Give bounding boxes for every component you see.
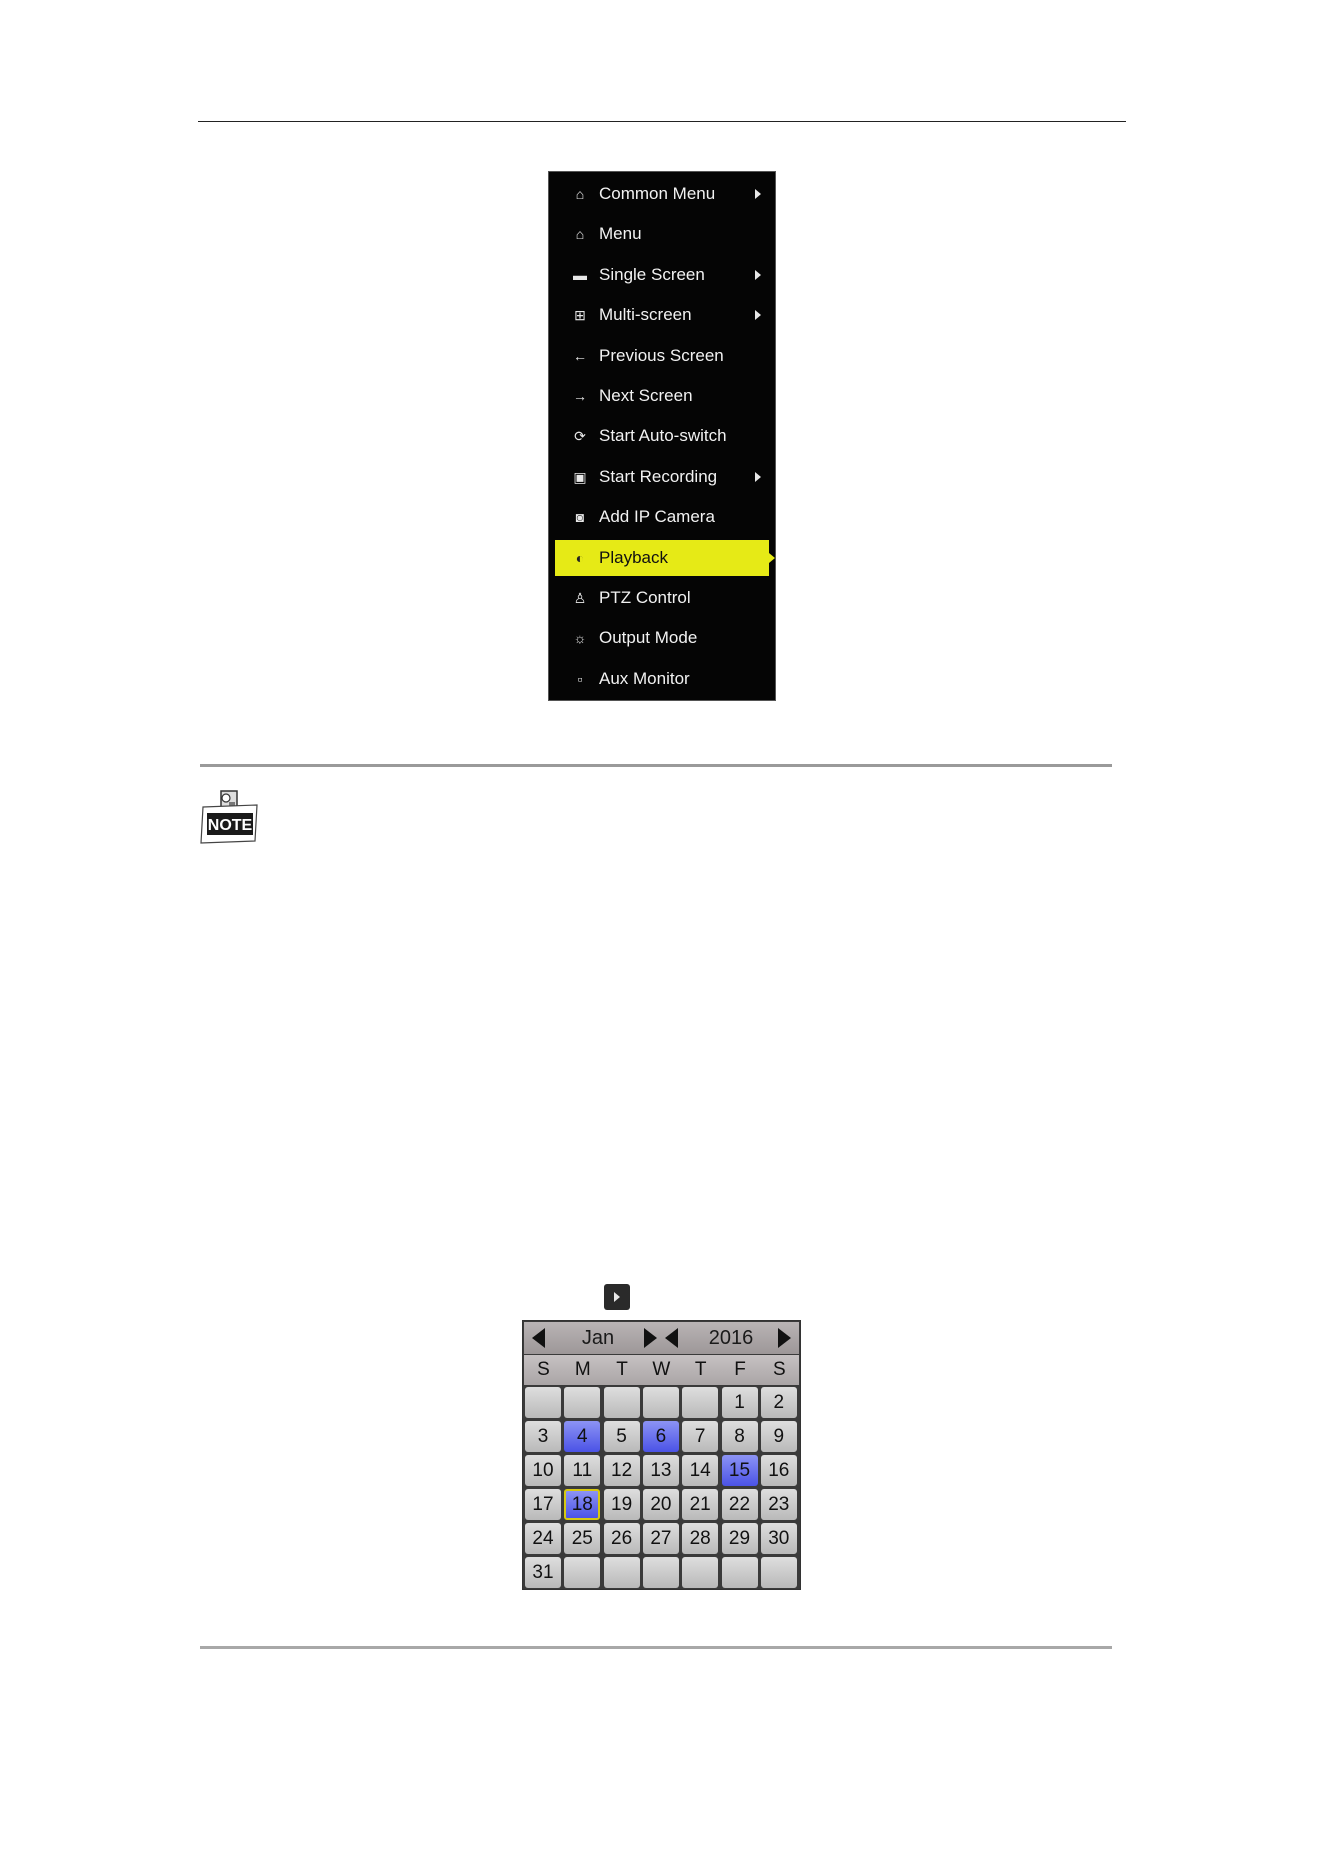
- calendar-day-empty: [761, 1557, 797, 1588]
- calendar-day[interactable]: 17: [525, 1489, 561, 1520]
- menu-item-label: Add IP Camera: [599, 507, 715, 527]
- menu-item-ptz-control[interactable]: [555, 580, 769, 616]
- menu-item-label: Menu: [599, 224, 642, 244]
- weekday-label: S: [772, 1359, 786, 1380]
- expand-calendar-button[interactable]: [604, 1284, 630, 1310]
- calendar-month: Jan: [581, 1327, 615, 1349]
- weekday-label: T: [616, 1359, 628, 1380]
- menu-item-playback[interactable]: [555, 540, 769, 576]
- menu-item-multi-screen[interactable]: [555, 297, 769, 333]
- calendar-day[interactable]: 16: [761, 1455, 797, 1486]
- selection-pointer-icon: [769, 553, 775, 563]
- menu-item-common-menu[interactable]: [555, 176, 769, 212]
- calendar-day[interactable]: 24: [525, 1523, 561, 1554]
- menu-item-menu[interactable]: [555, 216, 769, 252]
- calendar-day[interactable]: 9: [761, 1421, 797, 1452]
- camera-icon: ▬: [573, 266, 587, 283]
- calendar-day[interactable]: 12: [604, 1455, 640, 1486]
- calendar-day[interactable]: 13: [643, 1455, 679, 1486]
- menu-item-label: Multi-screen: [599, 305, 692, 325]
- menu-item-aux-monitor[interactable]: [555, 661, 769, 697]
- menu-item-single-screen[interactable]: [555, 257, 769, 293]
- calendar-day[interactable]: 30: [761, 1523, 797, 1554]
- calendar-day[interactable]: 8: [722, 1421, 758, 1452]
- calendar-day[interactable]: 29: [722, 1523, 758, 1554]
- next-year-icon[interactable]: [778, 1328, 791, 1348]
- menu-item-add-ip-camera[interactable]: [555, 499, 769, 535]
- note-icon: [199, 789, 259, 845]
- calendar-day[interactable]: 14: [682, 1455, 718, 1486]
- menu-item-label: Previous Screen: [599, 345, 724, 365]
- weekday-label: W: [652, 1359, 671, 1380]
- calendar-day[interactable]: 23: [761, 1489, 797, 1520]
- submenu-arrow-icon: [755, 472, 761, 482]
- calendar-day-empty: [604, 1557, 640, 1588]
- menu-item-start-recording[interactable]: [555, 459, 769, 495]
- calendar-day[interactable]: 27: [643, 1523, 679, 1554]
- calendar-day-empty: [643, 1387, 679, 1418]
- calendar-day[interactable]: 18: [564, 1489, 600, 1520]
- note-label: NOTE: [207, 817, 253, 834]
- playback-icon: ◐: [575, 549, 585, 566]
- calendar-day[interactable]: 31: [525, 1557, 561, 1588]
- weekday-label: T: [694, 1359, 707, 1380]
- calendar-day[interactable]: 10: [525, 1455, 561, 1486]
- ptz-icon: ♙: [573, 590, 587, 606]
- menu-item-label: Aux Monitor: [599, 668, 690, 688]
- calendar-day-empty: [722, 1557, 758, 1588]
- menu-item-label: Playback: [599, 547, 668, 567]
- page-header-rule: [198, 121, 1126, 122]
- calendar-day[interactable]: 11: [564, 1455, 600, 1486]
- weekday-label: F: [734, 1359, 746, 1380]
- calendar-day[interactable]: 2: [761, 1387, 797, 1418]
- calendar-day[interactable]: 5: [604, 1421, 640, 1452]
- menu-item-label: PTZ Control: [599, 588, 691, 607]
- arrow-left-icon: ←: [573, 347, 587, 364]
- calendar-day[interactable]: 26: [604, 1523, 640, 1554]
- menu-item-label: Single Screen: [599, 264, 705, 284]
- calendar-year: 2016: [708, 1327, 754, 1349]
- calendar-day[interactable]: 1: [722, 1387, 758, 1418]
- calendar-header: [524, 1322, 799, 1354]
- calendar-day-empty: [604, 1387, 640, 1418]
- aux-monitor-icon: ▫: [577, 670, 583, 687]
- menu-item-label: Common Menu: [599, 184, 716, 203]
- weekday-header: [524, 1355, 799, 1385]
- prev-month-icon[interactable]: [532, 1328, 545, 1348]
- menu-item-label: Next Screen: [599, 386, 693, 405]
- multi-screen-icon: ⊞: [574, 307, 586, 324]
- calendar-day-empty: [525, 1387, 561, 1418]
- quick-menu-icon: ⌂: [575, 186, 585, 202]
- calendar-day[interactable]: 19: [604, 1489, 640, 1520]
- calendar-day[interactable]: 6: [643, 1421, 679, 1452]
- menu-item-output-mode[interactable]: [555, 620, 769, 656]
- calendar-day-empty: [564, 1387, 600, 1418]
- menu-item-previous-screen[interactable]: [555, 338, 769, 374]
- submenu-arrow-icon: [755, 270, 761, 280]
- context-menu: [548, 171, 776, 701]
- weekday-label: S: [537, 1359, 550, 1380]
- calendar-day[interactable]: 4: [564, 1421, 600, 1452]
- next-month-icon[interactable]: [644, 1328, 657, 1348]
- submenu-arrow-icon: [755, 189, 761, 199]
- prev-year-icon[interactable]: [665, 1328, 678, 1348]
- calendar-day-empty: [682, 1557, 718, 1588]
- menu-item-start-auto-switch[interactable]: [555, 418, 769, 454]
- playback-calendar: [522, 1320, 801, 1590]
- calendar-day[interactable]: 21: [682, 1489, 718, 1520]
- calendar-day[interactable]: 7: [682, 1421, 718, 1452]
- note-divider-top: [200, 764, 1112, 767]
- arrow-right-icon: →: [573, 388, 587, 404]
- calendar-day-empty: [643, 1557, 679, 1588]
- record-icon: ▣: [573, 468, 587, 485]
- add-camera-icon: ◙: [575, 509, 585, 526]
- calendar-day-empty: [682, 1387, 718, 1418]
- calendar-day[interactable]: 28: [682, 1523, 718, 1554]
- refresh-icon: ⟳: [574, 428, 586, 445]
- submenu-arrow-icon: [755, 310, 761, 320]
- weekday-label: M: [574, 1359, 591, 1380]
- home-icon: ⌂: [575, 226, 585, 243]
- calendar-day[interactable]: 3: [525, 1421, 561, 1452]
- calendar-day-empty: [564, 1557, 600, 1588]
- menu-item-next-screen[interactable]: [555, 378, 769, 414]
- calendar-day[interactable]: 20: [643, 1489, 679, 1520]
- calendar-day[interactable]: 25: [564, 1523, 600, 1554]
- note-divider-bottom: [200, 1646, 1112, 1649]
- calendar-day-grid: [525, 1387, 800, 1589]
- calendar-day[interactable]: 15: [722, 1455, 758, 1486]
- calendar-day[interactable]: 22: [722, 1489, 758, 1520]
- output-mode-icon: ☼: [573, 630, 587, 647]
- menu-item-label: Start Recording: [599, 466, 718, 486]
- menu-item-label: Output Mode: [599, 628, 698, 648]
- menu-item-label: Start Auto-switch: [599, 426, 727, 446]
